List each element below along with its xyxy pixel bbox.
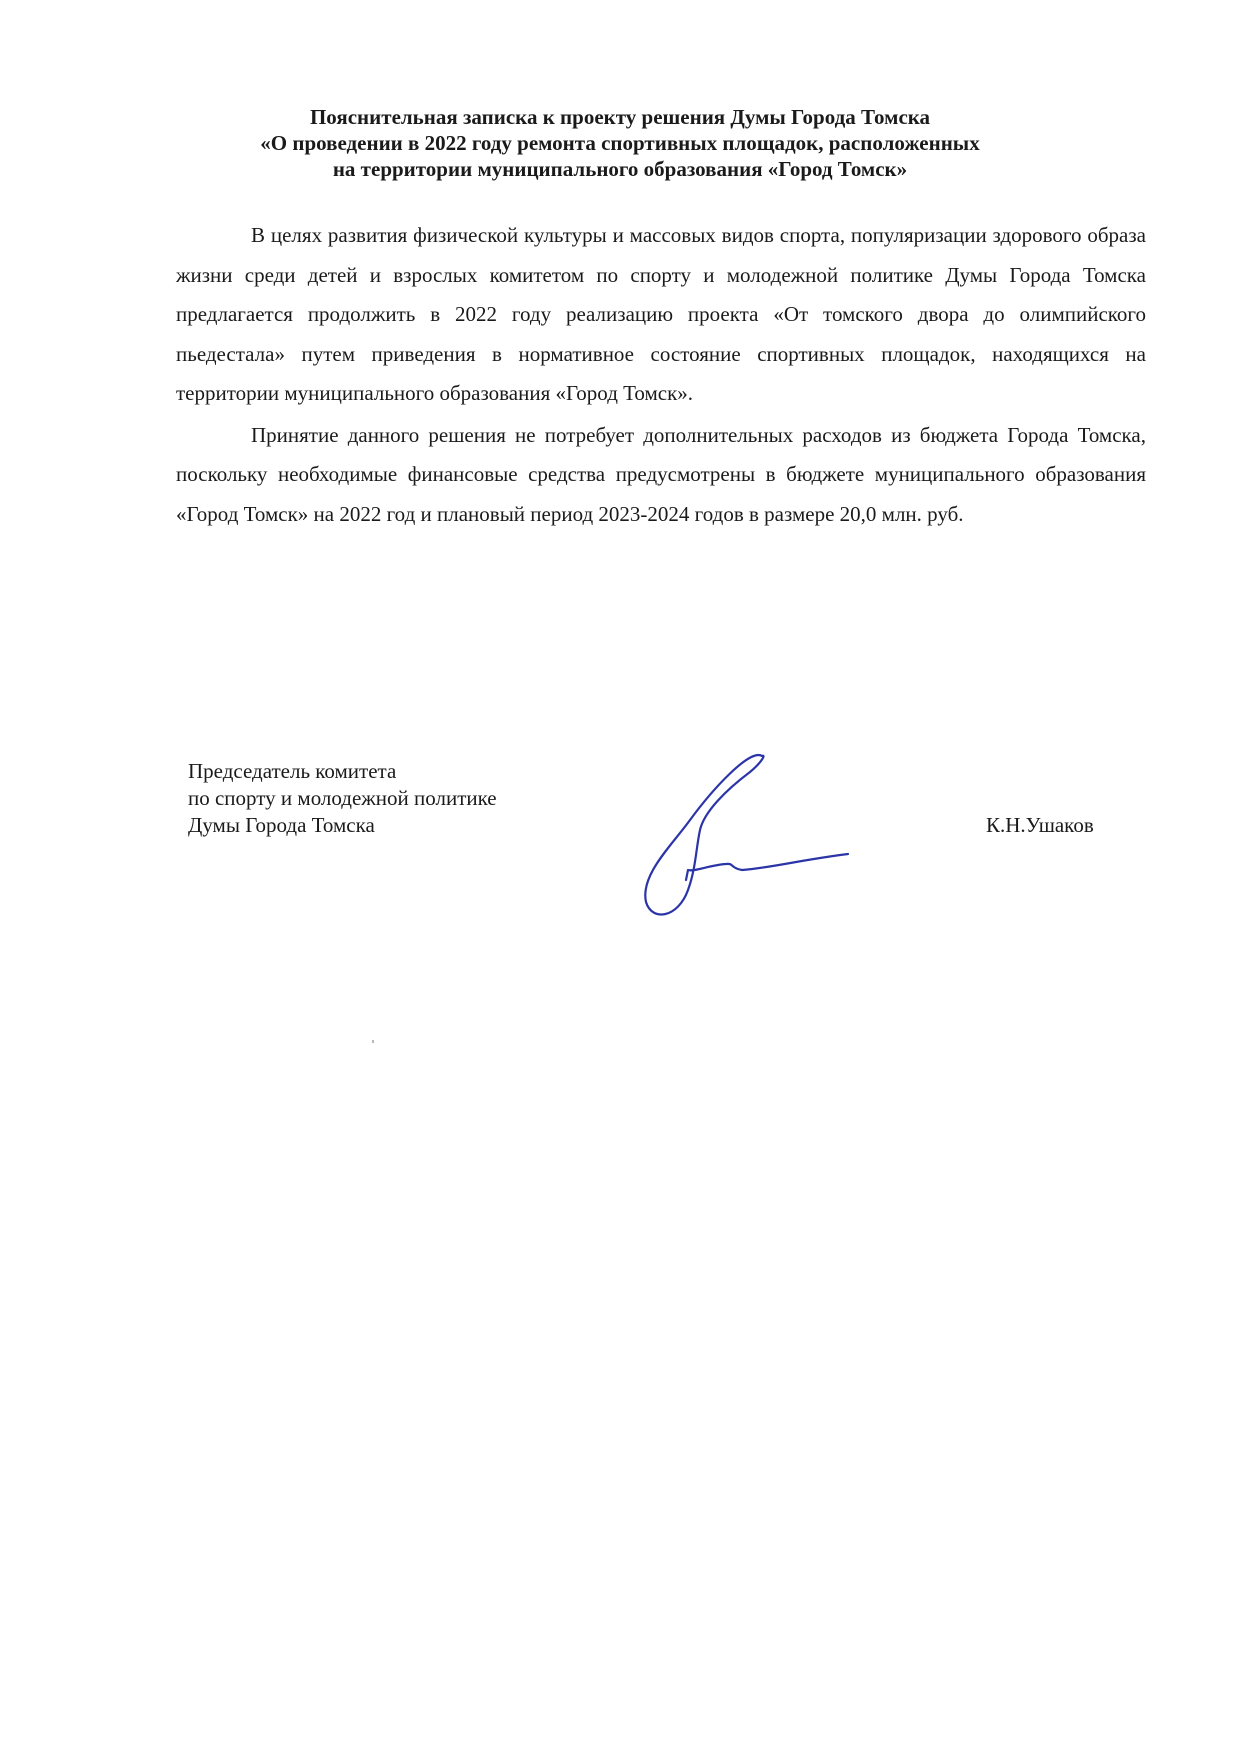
title-line-2: «О проведении в 2022 году ремонта спортивных площадок, расположенных — [260, 131, 980, 155]
scan-speck — [372, 1040, 374, 1043]
paragraph-1: В целях развития физической культуры и массовых видов спорта, популяризации здорового образа жизни среди детей и взрослых комитетом по спорту и молодежной политике Думы Города Томска предлагается продолжить в 2022 году реализацию проекта «От томского двора до олимпийского пьедестала» путем приведения в нормативное состояние спортивных площадок, находящихся на территории муниципального образования «Город Томск». — [176, 223, 1146, 405]
title-line-3: на территории муниципального образования «Город Томск» — [332, 157, 908, 181]
document-title — [160, 104, 1080, 182]
signatory-position — [188, 758, 497, 839]
paragraph-2: Принятие данного решения не потребует дополнительных расходов из бюджета Города Томска, поскольку необходимые финансовые средства предусмотрены в бюджете муниципального образования «Город Томск» на 2022 год и плановый период 2023-2024 годов в размере 20,0 млн. руб. — [176, 422, 1146, 526]
signature-stroke — [645, 755, 848, 914]
signatory-position-line-1: Председатель комитета — [188, 759, 397, 783]
document-body — [176, 216, 1146, 536]
handwritten-signature — [630, 750, 860, 925]
signatory-name: К.Н.Ушаков — [986, 813, 1094, 837]
title-line-1: Пояснительная записка к проекту решения Думы Города Томска — [309, 105, 931, 129]
signatory-position-line-3: Думы Города Томска — [188, 813, 375, 837]
signatory-position-line-2: по спорту и молодежной политике — [188, 786, 497, 810]
